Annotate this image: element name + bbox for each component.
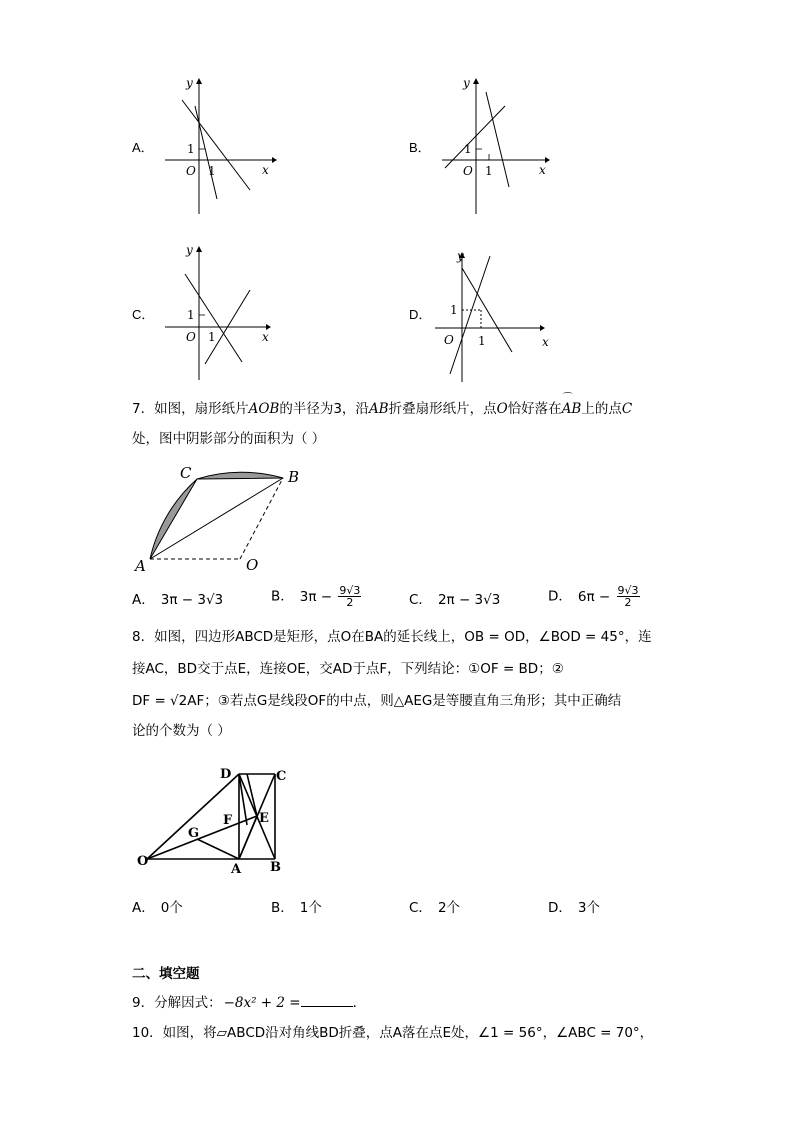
q8-line2: 接AC，BD交于点E，连接OE，交AD于点F，下列结论：①OF = BD；② (132, 661, 564, 677)
graph-a (160, 74, 280, 220)
point-e: E (259, 811, 269, 826)
line-1 (445, 106, 505, 168)
point-c: C (180, 464, 192, 482)
x-label: x (542, 335, 549, 349)
point-a: A (231, 862, 242, 877)
q7-line2: 处，图中阴影部分的面积为（ ） (132, 431, 326, 447)
origin-label: O (444, 333, 454, 347)
q8-figure (135, 765, 295, 880)
point-b: B (270, 860, 281, 875)
q8-option-c[interactable]: C． 2个 (409, 900, 461, 916)
q8-line4: 论的个数为（ ） (132, 723, 231, 739)
option-c-letter[interactable]: C． (132, 307, 155, 322)
point-o: O (137, 854, 149, 869)
option-d-letter[interactable]: D． (409, 307, 432, 322)
q8-line3: DF = √2AF；③若点G是线段OF的中点，则△AEG是等腰直角三角形；其中正确结 (132, 693, 622, 709)
q7-option-b[interactable]: B． 3π − $\frac{9√3}{2}$ (271, 584, 361, 609)
x-label: x (539, 163, 546, 177)
shaded-region-cb (197, 472, 283, 479)
graph-d (430, 244, 555, 386)
segment-oe (147, 816, 257, 859)
shaded-region-ac (150, 479, 197, 559)
y-label: y (186, 243, 193, 257)
point-o: O (246, 556, 259, 574)
x-label: x (262, 330, 269, 344)
tick-x-label: 1 (208, 330, 216, 344)
origin-label: O (186, 330, 196, 344)
q8-option-b[interactable]: B． 1个 (271, 900, 322, 916)
q7-figure (130, 460, 310, 575)
tick-x-label: 1 (208, 164, 216, 178)
q7-line1: 7．如图，扇形纸片AOB的半径为3，沿AB折叠扇形纸片，点O恰好落在AB ⌒ 上的点C (132, 393, 633, 417)
line-2 (195, 106, 217, 199)
option-b-letter[interactable]: B． (409, 140, 431, 155)
y-axis-arrow (473, 78, 479, 84)
q7-option-c[interactable]: C． 2π − 3√3 (409, 592, 501, 608)
y-label: y (457, 249, 464, 263)
q9-answer-blank[interactable] (301, 996, 353, 1007)
segment-ga (197, 839, 239, 859)
q8-option-a[interactable]: A． 0个 (132, 900, 183, 916)
point-b: B (288, 468, 300, 486)
tick-x-label: 1 (485, 164, 493, 178)
tick-y-label: 1 (450, 303, 458, 317)
radius-ob (240, 478, 283, 559)
tick-y-label: 1 (464, 142, 472, 156)
q8-line1: 8．如图，四边形ABCD是矩形，点O在BA的延长线上，OB = OD，∠BOD = 45°，连 (132, 629, 652, 645)
tick-x-label: 1 (478, 334, 486, 348)
point-a: A (135, 557, 146, 575)
point-f: F (223, 813, 233, 828)
q8-option-d[interactable]: D． 3个 (548, 900, 600, 916)
y-axis-arrow (196, 246, 202, 252)
y-label: y (186, 76, 193, 90)
x-axis-arrow (272, 157, 277, 163)
y-label: y (463, 76, 470, 90)
x-label: x (262, 163, 269, 177)
y-axis-arrow (196, 78, 202, 84)
x-axis-arrow (540, 325, 545, 331)
graph-c (160, 240, 280, 386)
q7-option-d[interactable]: D． 6π − $\frac{9√3}{2}$ (548, 584, 639, 609)
tick-y-label: 1 (187, 142, 195, 156)
q7-option-a[interactable]: A． 3π − 3√3 (132, 592, 224, 608)
graph-b (437, 74, 557, 220)
section-title: 二、填空题 (132, 966, 200, 982)
q9-line: 9．分解因式： −8x² + 2 = ． (132, 995, 367, 1011)
option-a-letter[interactable]: A． (132, 140, 154, 155)
line-1 (462, 268, 512, 352)
point-d: D (220, 767, 232, 782)
point-g: G (188, 826, 200, 841)
tick-y-label: 1 (187, 308, 195, 322)
origin-label: O (463, 164, 473, 178)
point-c: C (276, 769, 287, 784)
q10-line1: 10．如图，将▱ABCD沿对角线BD折叠，点A落在点E处，∠1 = 56°，∠ABC = 70°， (132, 1025, 654, 1041)
origin-label: O (186, 164, 196, 178)
